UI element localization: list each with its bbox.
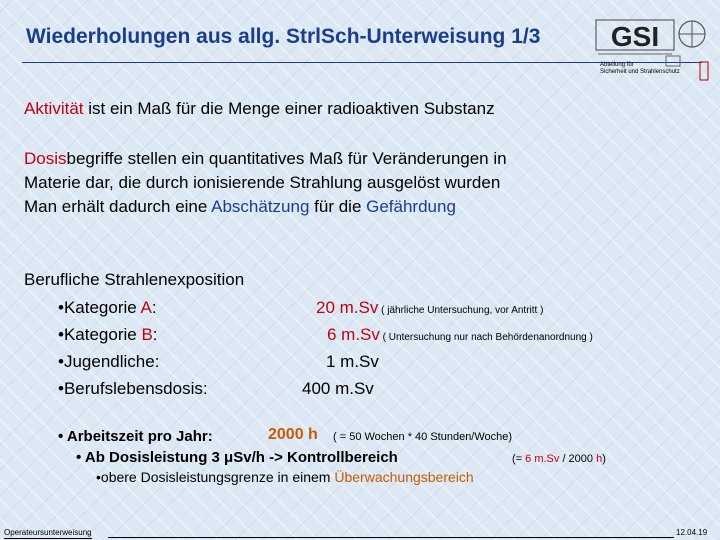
dose-rate-note-msv: 6 m.Sv: [525, 453, 560, 465]
category-a-note: ( jährliche Untersuchung, vor Antritt ): [378, 305, 544, 316]
category-a-prefix: •Kategorie: [58, 298, 141, 317]
dose-line-3-c: für die: [309, 197, 367, 216]
category-b-label: [58, 324, 158, 345]
activity-rest: ist ein Maß für die Menge einer radioaktiven Substanz: [83, 99, 495, 118]
upper-limit-bullet: [96, 469, 474, 485]
dose-rate-note-c: / 2000: [559, 453, 597, 465]
category-a-label: [58, 297, 157, 318]
youth-value: 1 m.Sv: [326, 352, 379, 371]
dose-line-2: Materie dar, die durch ionisierende Strahlung ausgelöst wurden: [24, 173, 501, 192]
category-a-row: [316, 297, 543, 321]
dose-line-1-rest: begriffe stellen ein quantitatives Maß für Veränderungen in: [66, 149, 507, 168]
dose-line-3-a: Man erhält dadurch eine: [24, 197, 212, 216]
career-value: 400 m.Sv: [302, 379, 374, 398]
dose-line-1: [24, 148, 507, 169]
dose-term: Dosis: [24, 149, 67, 168]
category-b-letter: B: [141, 325, 153, 344]
upper-limit-area: Überwachungsbereich: [334, 469, 474, 485]
category-b-prefix: •Kategorie: [58, 325, 142, 344]
category-b-value: 6 m.Sv: [327, 325, 380, 344]
logo-subtitle-line-1: Abteilung für: [600, 62, 634, 68]
category-a-colon: :: [151, 298, 157, 317]
logo-subtitle-line-2: Sicherheit und Strahlenschutz: [600, 69, 680, 75]
category-b-note: ( Untersuchung nur nach Behördenanordnung ): [379, 332, 593, 343]
career-label: •Berufslebensdosis:: [58, 379, 208, 398]
category-a-value: 20 m.Sv: [316, 298, 379, 317]
worktime-note: ( = 50 Wochen * 40 Stunden/Woche): [333, 431, 513, 443]
dose-gefaehrdung: Gefährdung: [366, 197, 456, 216]
activity-definition: [24, 98, 495, 119]
dose-rate-note-h: h: [596, 453, 603, 465]
category-b-row: [327, 324, 593, 348]
worktime-value: 2000 h: [268, 426, 318, 443]
dose-rate-note-a: (=: [512, 453, 526, 465]
dose-rate-note: [512, 453, 606, 465]
youth-label: •Jugendliche:: [58, 352, 160, 371]
exposure-heading: Berufliche Strahlenexposition: [24, 270, 245, 289]
category-b-colon: :: [152, 325, 158, 344]
slide-title: Wiederholungen aus allg. StrlSch-Unterweisung 1/3: [26, 25, 541, 48]
footer-date: 12.04.19: [676, 528, 708, 537]
logo-text: GSI: [610, 21, 660, 52]
dose-line-3: [24, 196, 456, 217]
activity-term: Aktivität: [24, 99, 84, 118]
worktime-label: • Arbeitszeit pro Jahr:: [58, 428, 213, 445]
logo-subtitle: [600, 62, 680, 76]
upper-limit-text: •obere Dosisleistungsgrenze in einem: [96, 469, 335, 485]
dose-rate-note-e: ): [602, 453, 606, 465]
category-a-letter: A: [140, 298, 152, 317]
dose-rate-bullet: • Ab Dosisleistung 3 μSv/h -> Kontrollbereich: [76, 449, 398, 466]
footer-divider: [108, 537, 674, 538]
footer-left: Operateursunterweisung: [4, 528, 92, 537]
dose-abschaetzung: Abschätzung: [211, 197, 310, 216]
